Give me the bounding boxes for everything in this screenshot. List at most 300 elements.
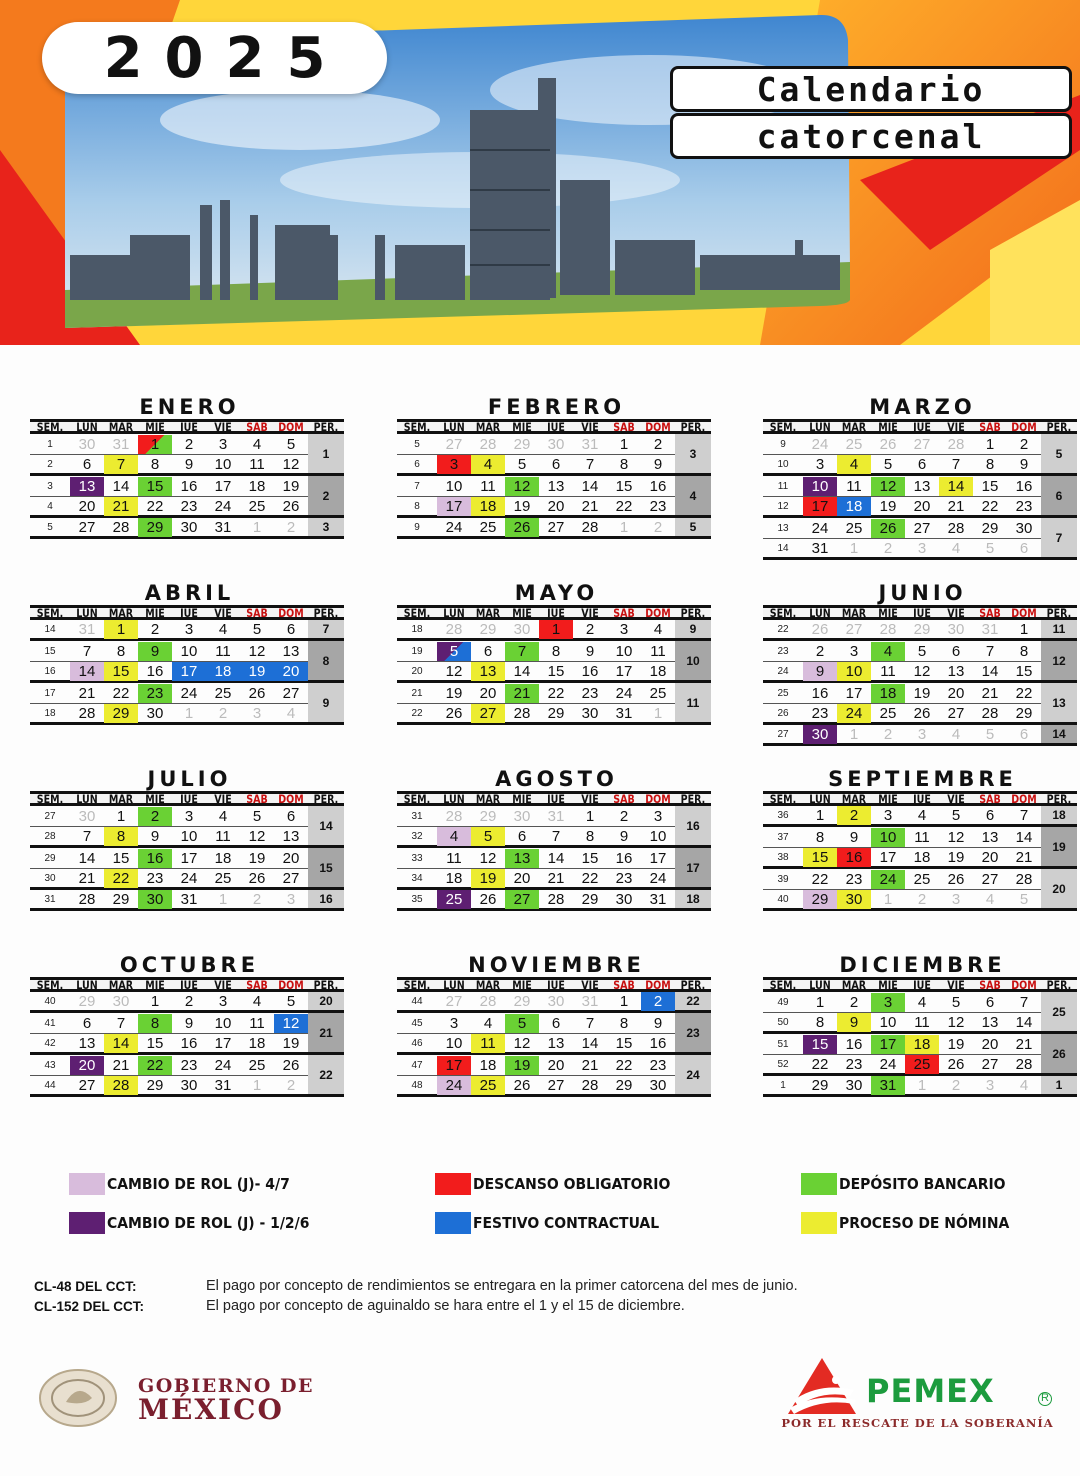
day-cell: 26 <box>445 704 463 722</box>
weekday-label: LUN <box>443 606 465 620</box>
weekday-label: MAR <box>841 792 867 806</box>
day-cell: 12 <box>871 477 905 496</box>
weekday-label: DOM <box>1011 978 1037 992</box>
week-number: 46 <box>411 1037 423 1049</box>
day-cell: 7 <box>104 455 138 474</box>
weekday-header <box>763 605 1077 620</box>
weekday-label: SEM. <box>403 792 431 806</box>
day-cell: 7 <box>985 642 995 660</box>
day-cell: 18 <box>471 497 505 516</box>
day-cell: 27 <box>913 435 931 453</box>
period-number: 16 <box>675 806 711 845</box>
week-number: 52 <box>777 1058 789 1070</box>
day-cell: 23 <box>180 1056 198 1074</box>
day-cell: 30 <box>513 620 531 638</box>
day-cell: 23 <box>146 869 164 887</box>
period-number: 22 <box>308 1055 344 1094</box>
day-cell: 31 <box>547 807 565 825</box>
gobierno-logo <box>38 1368 314 1428</box>
week-row <box>30 827 344 848</box>
day-cell: 14 <box>1015 828 1033 846</box>
day-cell: 5 <box>985 539 995 557</box>
weekday-label: SAB <box>613 792 635 806</box>
day-cell: 22 <box>547 684 565 702</box>
day-cell: 31 <box>214 518 232 536</box>
day-cell: 27 <box>913 519 931 537</box>
week-number: 5 <box>47 521 53 533</box>
day-cell: 19 <box>505 1056 539 1075</box>
weekday-label: DOM <box>1011 606 1037 620</box>
day-cell: 9 <box>184 455 194 473</box>
weekday-label: SEM. <box>36 606 64 620</box>
day-cell: 2 <box>150 620 160 638</box>
week-row <box>763 662 1077 683</box>
weekday-label: SAB <box>246 792 268 806</box>
week-number: 36 <box>777 809 789 821</box>
day-cell: 11 <box>249 1014 265 1032</box>
weekday-header <box>397 605 711 620</box>
day-cell: 5 <box>252 620 262 638</box>
day-cell: 8 <box>985 455 995 473</box>
day-cell: 31 <box>581 992 599 1010</box>
day-cell: 31 <box>214 1076 232 1094</box>
day-cell: 7 <box>1019 993 1029 1011</box>
day-cell: 8 <box>585 827 595 845</box>
day-cell: 24 <box>445 518 463 536</box>
day-cell: 2 <box>585 620 595 638</box>
day-cell: 25 <box>649 684 667 702</box>
week-number: 5 <box>414 438 420 450</box>
day-cell: 4 <box>653 620 663 638</box>
weekday-header <box>763 419 1077 434</box>
weekday-label: PER. <box>680 792 706 806</box>
day-cell: 9 <box>138 642 172 661</box>
week-row <box>397 1013 711 1034</box>
day-cell: 11 <box>914 828 930 846</box>
day-cell: 7 <box>551 827 561 845</box>
day-cell: 20 <box>947 684 965 702</box>
day-cell: 17 <box>180 849 198 867</box>
day-cell: 23 <box>138 684 172 703</box>
week-number: 30 <box>44 872 56 884</box>
period-number: 22 <box>675 992 711 1010</box>
weekday-label: VIE <box>947 792 965 806</box>
week-number: 40 <box>777 893 789 905</box>
day-cell: 13 <box>547 1034 565 1052</box>
week-number: 15 <box>44 645 56 657</box>
day-cell: 5 <box>517 455 527 473</box>
day-cell: 5 <box>951 806 961 824</box>
week-row <box>763 725 1077 746</box>
weekday-label: DOM <box>645 978 671 992</box>
week-number: 23 <box>777 645 789 657</box>
day-cell: 6 <box>551 455 561 473</box>
day-cell: 4 <box>218 620 228 638</box>
day-cell: 30 <box>947 620 965 638</box>
notes <box>34 1276 798 1316</box>
day-cell: 21 <box>78 869 96 887</box>
period-number: 2 <box>308 476 344 515</box>
day-cell: 30 <box>845 1076 863 1094</box>
day-cell: 2 <box>218 704 228 722</box>
day-cell: 4 <box>951 725 961 743</box>
day-cell: 10 <box>871 828 905 847</box>
day-cell: 4 <box>286 704 296 722</box>
mexico-seal-icon <box>38 1368 118 1428</box>
day-cell: 18 <box>445 869 463 887</box>
week-row <box>763 434 1077 455</box>
day-cell: 27 <box>947 704 965 722</box>
day-cell: 14 <box>513 662 531 680</box>
period-number: 19 <box>1041 827 1077 866</box>
day-cell: 30 <box>78 435 96 453</box>
weekday-label: JUE <box>913 420 931 434</box>
week-row <box>30 806 344 827</box>
week-number: 7 <box>414 480 420 492</box>
day-cell: 31 <box>615 704 633 722</box>
day-cell: 1 <box>619 992 629 1010</box>
month-weeks <box>763 620 1077 746</box>
day-cell: 15 <box>615 477 633 495</box>
day-cell: 8 <box>1019 642 1029 660</box>
week-number: 29 <box>44 852 56 864</box>
day-cell: 22 <box>104 869 138 888</box>
weekday-label: SAB <box>246 420 268 434</box>
day-cell: 26 <box>248 869 266 887</box>
weekday-label: DOM <box>278 420 304 434</box>
weekday-label: JUE <box>180 606 198 620</box>
day-cell: 4 <box>1019 1076 1029 1094</box>
day-cell: 26 <box>947 870 965 888</box>
day-cell: 18 <box>649 662 667 680</box>
day-cell: 19 <box>879 497 897 515</box>
day-cell: 30 <box>78 807 96 825</box>
week-number: 44 <box>44 1079 56 1091</box>
day-cell: 10 <box>180 642 198 660</box>
day-cell: 1 <box>815 993 825 1011</box>
day-cell: 28 <box>947 435 965 453</box>
day-cell: 28 <box>981 704 999 722</box>
weekday-label: MAR <box>108 420 134 434</box>
week-row <box>30 848 344 869</box>
day-cell: 31 <box>649 890 667 908</box>
day-cell: 26 <box>282 1056 300 1074</box>
day-cell: 9 <box>849 828 859 846</box>
day-cell: 17 <box>615 662 633 680</box>
week-number: 24 <box>777 665 789 677</box>
day-cell: 16 <box>581 662 599 680</box>
weekday-label: SEM. <box>36 420 64 434</box>
legend-label: CAMBIO DE ROL (J)- 4/7 <box>107 1175 290 1193</box>
day-cell: 27 <box>981 870 999 888</box>
day-cell: 16 <box>845 1035 863 1053</box>
day-cell: 28 <box>947 519 965 537</box>
day-cell: 24 <box>879 1055 897 1073</box>
month-diciembre <box>763 953 1077 1097</box>
day-cell: 31 <box>78 620 96 638</box>
week-row <box>30 704 344 725</box>
day-cell: 3 <box>849 642 859 660</box>
day-cell: 23 <box>649 1056 667 1074</box>
week-number: 22 <box>411 707 423 719</box>
day-cell: 16 <box>837 848 871 867</box>
weekday-label: DOM <box>645 606 671 620</box>
day-cell: 14 <box>981 662 999 680</box>
weekday-label: PER. <box>1046 420 1072 434</box>
day-cell: 14 <box>547 849 565 867</box>
weekday-label: MAR <box>108 792 134 806</box>
day-cell: 30 <box>180 518 198 536</box>
day-cell: 23 <box>845 870 863 888</box>
day-cell: 26 <box>913 704 931 722</box>
day-cell: 6 <box>483 642 493 660</box>
month-weeks <box>397 434 711 539</box>
day-cell: 18 <box>206 662 240 681</box>
week-number: 50 <box>777 1016 789 1028</box>
day-cell: 15 <box>981 477 999 495</box>
weekday-header <box>30 977 344 992</box>
period-number: 11 <box>675 683 711 722</box>
weekday-label: SAB <box>979 792 1001 806</box>
week-row <box>397 641 711 662</box>
day-cell: 11 <box>846 477 862 495</box>
day-cell: 28 <box>78 704 96 722</box>
week-row <box>30 641 344 662</box>
weekday-label: LUN <box>76 420 98 434</box>
weekday-label: PER. <box>313 420 339 434</box>
day-cell: 14 <box>70 662 104 681</box>
day-cell: 13 <box>70 477 104 496</box>
week-number: 25 <box>777 687 789 699</box>
week-number: 27 <box>44 810 56 822</box>
legend-swatch <box>69 1212 105 1234</box>
day-cell: 2 <box>815 642 825 660</box>
week-row <box>763 1055 1077 1076</box>
week-row <box>30 683 344 704</box>
day-cell: 5 <box>252 807 262 825</box>
week-row <box>30 992 344 1013</box>
weekday-label: DOM <box>645 420 671 434</box>
day-cell: 4 <box>218 807 228 825</box>
day-cell: 14 <box>581 1034 599 1052</box>
week-number: 27 <box>777 728 789 740</box>
day-cell: 8 <box>815 1013 825 1031</box>
week-row <box>30 518 344 539</box>
day-cell: 2 <box>849 993 859 1011</box>
day-cell: 2 <box>184 992 194 1010</box>
day-cell: 19 <box>947 848 965 866</box>
day-cell: 24 <box>615 684 633 702</box>
day-cell: 16 <box>649 1034 667 1052</box>
day-cell: 30 <box>837 890 871 909</box>
day-cell: 30 <box>513 807 531 825</box>
day-cell: 24 <box>180 684 198 702</box>
month-name: ENERO <box>139 395 240 419</box>
weekday-label: MAR <box>108 606 134 620</box>
day-cell: 12 <box>505 477 539 496</box>
month-weeks <box>763 806 1077 911</box>
day-cell: 29 <box>803 890 837 909</box>
day-cell: 6 <box>951 642 961 660</box>
week-row <box>763 992 1077 1013</box>
day-cell: 31 <box>811 539 829 557</box>
day-cell: 1 <box>849 539 859 557</box>
day-cell: 26 <box>871 519 905 538</box>
day-cell: 27 <box>78 1076 96 1094</box>
week-number: 9 <box>414 521 420 533</box>
day-cell: 15 <box>581 849 599 867</box>
day-cell: 17 <box>871 1035 905 1054</box>
weekday-label: JUE <box>547 792 565 806</box>
week-number: 22 <box>777 623 789 635</box>
day-cell: 21 <box>505 684 539 703</box>
day-cell: 1 <box>150 992 160 1010</box>
weekday-label: SEM. <box>403 420 431 434</box>
day-cell: 1 <box>849 725 859 743</box>
day-cell: 19 <box>445 684 463 702</box>
day-cell: 4 <box>951 539 961 557</box>
week-row <box>763 620 1077 641</box>
day-cell: 19 <box>913 684 931 702</box>
day-cell: 27 <box>471 704 505 723</box>
day-cell: 9 <box>653 455 663 473</box>
period-number: 23 <box>675 1013 711 1052</box>
weekday-label: MAR <box>475 792 501 806</box>
day-cell: 5 <box>286 435 296 453</box>
period-number: 5 <box>675 518 711 536</box>
day-cell: 17 <box>437 1056 471 1075</box>
day-cell: 3 <box>985 1076 995 1094</box>
day-cell: 5 <box>883 455 893 473</box>
weekday-label: VIE <box>581 792 599 806</box>
legend-item <box>435 1212 659 1234</box>
day-cell: 28 <box>445 620 463 638</box>
day-cell: 19 <box>282 477 300 495</box>
day-cell: 16 <box>146 662 164 680</box>
day-cell: 1 <box>184 704 194 722</box>
day-cell: 10 <box>837 662 871 681</box>
day-cell: 13 <box>981 828 999 846</box>
day-cell: 16 <box>138 849 172 868</box>
period-number: 3 <box>675 434 711 473</box>
month-junio <box>763 581 1077 746</box>
day-cell: 10 <box>803 477 837 496</box>
day-cell: 16 <box>180 477 198 495</box>
day-cell: 5 <box>471 827 505 846</box>
day-cell: 24 <box>214 1056 232 1074</box>
day-cell: 31 <box>581 435 599 453</box>
legend-label: DESCANSO OBLIGATORIO <box>473 1175 671 1193</box>
month-weeks <box>30 620 344 725</box>
weekday-label: LUN <box>76 792 98 806</box>
legend-item <box>69 1212 309 1234</box>
weekday-label: SEM. <box>769 978 797 992</box>
day-cell: 19 <box>240 662 274 681</box>
day-cell: 7 <box>951 455 961 473</box>
day-cell: 31 <box>112 435 130 453</box>
week-row <box>30 434 344 455</box>
weekday-header <box>763 977 1077 992</box>
period-number: 9 <box>308 683 344 722</box>
day-cell: 29 <box>1015 704 1033 722</box>
day-cell: 29 <box>581 890 599 908</box>
day-cell: 7 <box>505 642 539 661</box>
legend-item <box>435 1173 670 1195</box>
day-cell: 15 <box>803 1035 837 1054</box>
day-cell: 28 <box>581 518 599 536</box>
gobierno-line-1: GOBIERNO DE <box>138 1375 314 1397</box>
day-cell: 6 <box>1019 539 1029 557</box>
week-row <box>30 497 344 518</box>
day-cell: 29 <box>146 1076 164 1094</box>
weekday-label: SAB <box>246 606 268 620</box>
weekday-label: JUE <box>547 420 565 434</box>
week-number: 51 <box>777 1038 789 1050</box>
weekday-label: SAB <box>979 978 1001 992</box>
day-cell: 12 <box>274 1014 308 1033</box>
weekday-label: MIE <box>145 792 165 806</box>
day-cell: 12 <box>282 455 300 473</box>
day-cell: 3 <box>286 890 296 908</box>
day-cell: 3 <box>951 890 961 908</box>
weekday-label: SAB <box>979 606 1001 620</box>
weekday-label: JUE <box>180 792 198 806</box>
day-cell: 25 <box>845 435 863 453</box>
legend-swatch <box>435 1212 471 1234</box>
week-number: 41 <box>44 1017 56 1029</box>
weekday-header <box>30 419 344 434</box>
month-weeks <box>397 806 711 911</box>
day-cell: 6 <box>517 827 527 845</box>
period-number: 1 <box>308 434 344 473</box>
week-row <box>397 848 711 869</box>
week-row <box>763 1076 1077 1097</box>
day-cell: 2 <box>641 992 675 1011</box>
day-cell: 13 <box>981 1013 999 1031</box>
note-label: CL-152 DEL CCT: <box>34 1298 145 1314</box>
day-cell: 1 <box>585 807 595 825</box>
day-cell: 2 <box>138 807 172 826</box>
day-cell: 25 <box>913 870 931 888</box>
day-cell: 27 <box>505 890 539 909</box>
day-cell: 23 <box>811 704 829 722</box>
month-weeks <box>763 434 1077 560</box>
week-row <box>30 476 344 497</box>
day-cell: 10 <box>615 642 633 660</box>
day-cell: 22 <box>615 497 633 515</box>
day-cell: 4 <box>871 642 905 661</box>
day-cell: 1 <box>619 435 629 453</box>
day-cell: 15 <box>112 849 130 867</box>
day-cell: 9 <box>150 827 160 845</box>
day-cell: 15 <box>104 662 138 681</box>
month-weeks <box>30 992 344 1097</box>
day-cell: 14 <box>939 477 973 496</box>
week-number: 17 <box>44 687 56 699</box>
day-cell: 15 <box>1015 662 1033 680</box>
week-row <box>763 704 1077 725</box>
period-number: 14 <box>308 806 344 845</box>
day-cell: 3 <box>619 620 629 638</box>
period-number: 4 <box>675 476 711 515</box>
day-cell: 12 <box>248 642 266 660</box>
note-row <box>34 1296 798 1316</box>
day-cell: 27 <box>282 869 300 887</box>
day-cell: 7 <box>585 455 595 473</box>
week-number: 1 <box>780 1079 786 1091</box>
weekday-label: MIE <box>145 606 165 620</box>
weekday-label: MIE <box>878 606 898 620</box>
